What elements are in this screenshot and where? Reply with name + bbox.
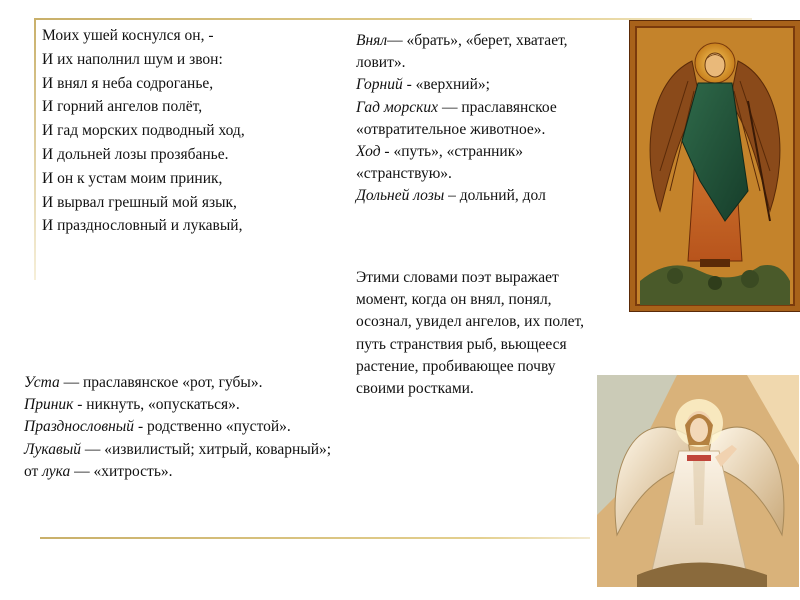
angel-icon-illustration bbox=[630, 21, 800, 311]
glossary-entry bbox=[356, 141, 606, 185]
explanation-paragraph: Этими словами поэт выражает момент, когда он внял, понял, осознал, увидел ангелов, их полет, путь странствия рыб, вьющееся растение, пробивающее почву своими ростками. bbox=[356, 269, 585, 398]
glossary-definition: — «извилистый; хитрый, коварный»; от bbox=[24, 440, 332, 480]
glossary-term: Уста bbox=[24, 374, 60, 391]
glossary-term: Приник bbox=[24, 396, 74, 414]
poem-line: И вырвал грешный мой язык, bbox=[42, 193, 237, 211]
glossary-definition: — праславянское «рот, губы». bbox=[59, 374, 263, 391]
glossary-entry bbox=[24, 394, 344, 416]
glossary-definition: - никнуть, «опускаться». bbox=[73, 396, 240, 414]
glossary-term: Празднословный bbox=[24, 418, 135, 436]
glossary-term: Горний bbox=[356, 76, 403, 94]
glossary-term: Гад морских bbox=[356, 98, 439, 116]
glossary-entry bbox=[356, 74, 606, 96]
left-divider bbox=[34, 18, 36, 280]
poem-line: И празднословный и лукавый, bbox=[42, 217, 243, 235]
seated-angel-picture bbox=[597, 375, 799, 587]
glossary-definition: — «брать», «берет, хватает, ловит». bbox=[356, 32, 568, 72]
glossary-term: Ход bbox=[356, 143, 381, 161]
glossary-entry bbox=[24, 416, 344, 438]
glossary-entry bbox=[24, 439, 344, 483]
glossary-entry bbox=[356, 30, 606, 74]
poem-line: И гад морских подводный ход, bbox=[42, 122, 245, 140]
glossary-left bbox=[24, 372, 344, 483]
poem-line: Моих ушей коснулся он, - bbox=[42, 27, 214, 44]
glossary-definition: - «верхний»; bbox=[402, 76, 490, 94]
poem-line: И он к устам моим приник, bbox=[42, 169, 223, 187]
glossary-definition: - родственно «пустой». bbox=[134, 418, 291, 436]
glossary-definition: – дольний, дол bbox=[444, 187, 546, 205]
bottom-divider bbox=[40, 537, 590, 539]
poem-line: И дольней лозы прозябанье. bbox=[42, 145, 229, 163]
glossary-term: Дольней лозы bbox=[356, 187, 445, 205]
glossary-entry bbox=[356, 185, 606, 207]
glossary-entry bbox=[356, 97, 606, 141]
glossary-term: Внял bbox=[356, 32, 388, 49]
glossary-right bbox=[356, 30, 606, 208]
poem-line: И их наполнил шум и звон: bbox=[42, 50, 223, 68]
poem-line: И горний ангелов полёт, bbox=[42, 98, 203, 116]
glossary-term: Лукавый bbox=[24, 440, 81, 458]
glossary-definition: — «хитрость». bbox=[70, 462, 173, 480]
angel-illustration bbox=[597, 375, 799, 587]
glossary-term: лука bbox=[42, 462, 71, 480]
glossary-entry bbox=[24, 372, 344, 394]
poem-excerpt bbox=[42, 24, 342, 238]
glossary-definition: — праславянское «отвратительное животное». bbox=[356, 98, 557, 138]
angel-icon-painting bbox=[629, 20, 800, 312]
poem-line: И внял я неба содроганье, bbox=[42, 74, 214, 92]
glossary-definition: - «путь», «странник» «странствую». bbox=[356, 143, 523, 183]
